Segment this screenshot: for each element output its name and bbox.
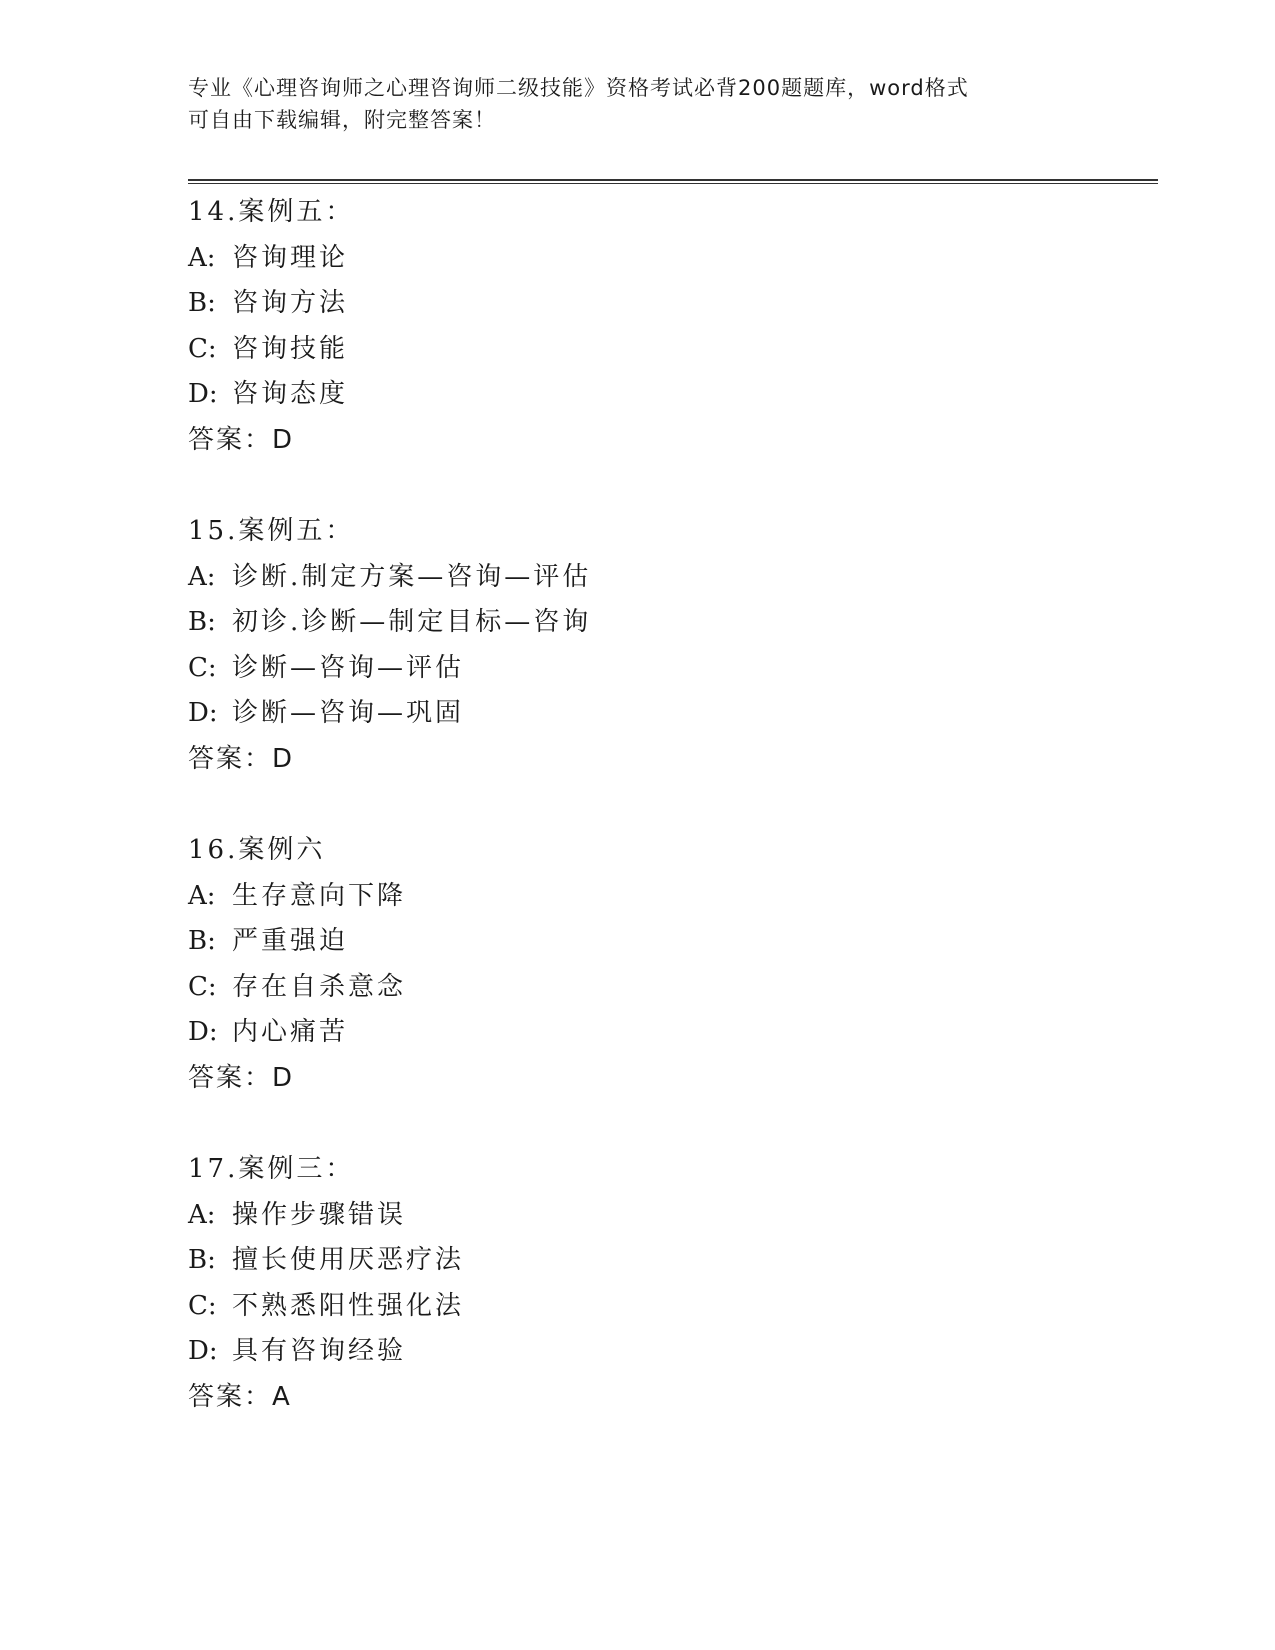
option-c <box>188 327 1148 373</box>
option-text: 严重强迫 <box>232 926 349 956</box>
option-b <box>188 1238 1148 1284</box>
option-d <box>188 691 1148 737</box>
answer-line: 答案：D <box>188 1062 295 1093</box>
question-list <box>188 190 1148 1466</box>
option-a <box>188 236 1148 282</box>
option-text: 生存意向下降 <box>232 880 407 911</box>
option-text: 存在自杀意念 <box>232 971 407 1002</box>
option-text: 擅长使用厌恶疗法 <box>232 1245 465 1275</box>
option-d <box>188 1329 1148 1375</box>
question-title: 14.案例五： <box>188 197 355 227</box>
option-key: D: <box>188 1336 218 1366</box>
option-key: A: <box>188 561 216 592</box>
option-b <box>188 600 1148 646</box>
option-text: 操作步骤错误 <box>232 1199 407 1230</box>
option-c <box>188 646 1148 692</box>
option-key: D: <box>188 1017 218 1047</box>
option-a <box>188 555 1148 601</box>
option-key: C: <box>188 333 217 364</box>
option-text: 咨询技能 <box>232 333 349 364</box>
option-key: B: <box>188 288 216 318</box>
option-key: C: <box>188 1290 217 1321</box>
question-16 <box>188 828 1148 1101</box>
option-key: B: <box>188 607 216 637</box>
document-header <box>188 72 1088 136</box>
question-14 <box>188 190 1148 463</box>
option-d <box>188 1010 1148 1056</box>
question-title: 15.案例五： <box>188 516 355 546</box>
option-text: 不熟悉阳性强化法 <box>232 1290 465 1321</box>
question-title: 16.案例六 <box>188 835 326 865</box>
option-key: D: <box>188 698 218 728</box>
option-c <box>188 1284 1148 1330</box>
option-key: C: <box>188 652 217 683</box>
option-key: A: <box>188 1199 216 1230</box>
option-key: A: <box>188 880 216 911</box>
option-text: 诊断—咨询—巩固 <box>232 698 465 728</box>
option-b <box>188 919 1148 965</box>
question-15 <box>188 509 1148 782</box>
option-text: 内心痛苦 <box>232 1017 349 1047</box>
option-text: 初诊.诊断—制定目标—咨询 <box>232 607 592 637</box>
header-line-1: 专业《心理咨询师之心理咨询师二级技能》资格考试必背200题题库，word格式 <box>188 76 969 100</box>
answer-line: 答案：D <box>188 743 295 774</box>
answer-line: 答案：D <box>188 424 295 455</box>
question-title: 17.案例三： <box>188 1154 355 1184</box>
option-text: 具有咨询经验 <box>232 1336 407 1366</box>
answer-line: 答案：A <box>188 1381 292 1412</box>
option-key: B: <box>188 1245 216 1275</box>
option-key: D: <box>188 379 218 409</box>
option-a <box>188 1193 1148 1239</box>
option-key: A: <box>188 242 216 273</box>
option-key: C: <box>188 971 217 1002</box>
option-text: 咨询理论 <box>232 242 349 273</box>
header-line-2: 可自由下载编辑，附完整答案！ <box>188 108 496 132</box>
option-text: 咨询态度 <box>232 379 349 409</box>
option-key: B: <box>188 926 216 956</box>
option-b <box>188 281 1148 327</box>
option-text: 诊断.制定方案—咨询—评估 <box>232 561 592 592</box>
option-a <box>188 874 1148 920</box>
header-divider-thick <box>188 179 1158 181</box>
option-c <box>188 965 1148 1011</box>
option-d <box>188 372 1148 418</box>
option-text: 咨询方法 <box>232 288 349 318</box>
header-divider-thin <box>188 183 1158 184</box>
question-17 <box>188 1147 1148 1420</box>
option-text: 诊断—咨询—评估 <box>232 652 465 683</box>
